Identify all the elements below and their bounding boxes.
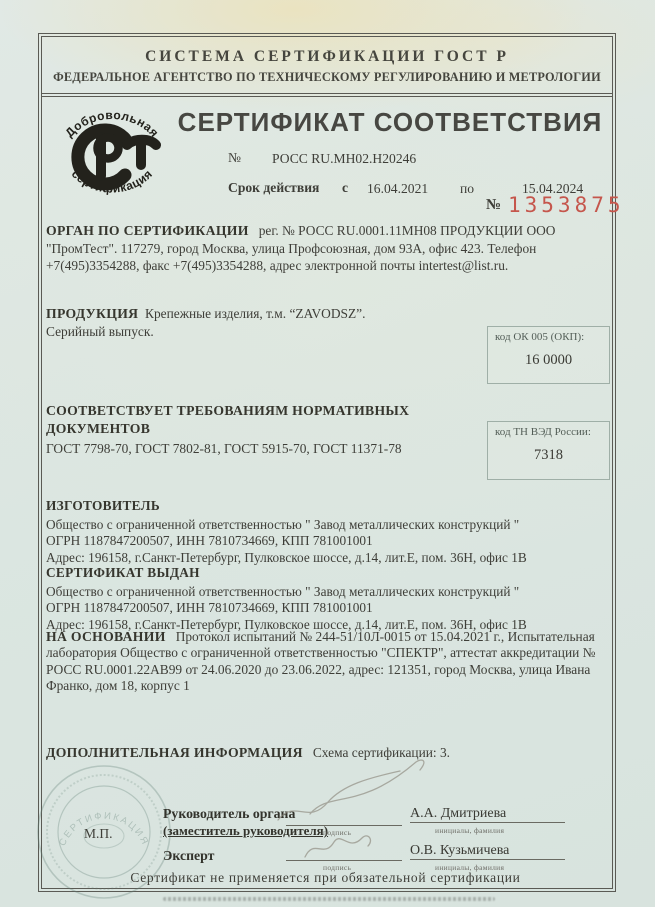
head-signature-caption: подпись — [323, 828, 352, 837]
expert-name-caption: инициалы, фамилия — [435, 863, 505, 872]
tnved-code-value: 7318 — [534, 447, 563, 463]
additional-info-label: ДОПОЛНИТЕЛЬНАЯ ИНФОРМАЦИЯ — [46, 745, 303, 760]
issued-ogrn: ОГРН 1187847200507, ИНН 7810734669, КПП 781001001 — [46, 600, 373, 616]
product-section — [46, 305, 476, 340]
okp-code-label: код ОК 005 (ОКП): — [495, 331, 585, 343]
expert-signature-stroke — [305, 836, 370, 857]
expert-role: Эксперт — [163, 848, 215, 863]
basis-section — [46, 629, 612, 695]
basis-text: Протокол испытаний № 244-51/10Л-0015 от 15.04.2021 г., Испытательная лаборатория Общество с ограниченной ответственностью "СПЕКТР", аттестат аккредитации № РОСС RU.0001.22АВ99 от 24.06.2020 до 23.06.2022, адрес: 121351, город Москва, улица Ивана Франко, дом 18, корпус 1 — [46, 629, 596, 694]
product-line-1 — [46, 305, 476, 323]
conforms-label: СООТВЕТСТВУЕТ ТРЕБОВАНИЯМ НОРМАТИВНЫХ ДОКУМЕНТОВ — [46, 403, 410, 436]
issued-section — [46, 565, 606, 633]
reg-number-value: РОСС RU.МН02.Н20246 — [272, 151, 417, 166]
product-text: Крепежные изделия, т.м. “ZAVODSZ”. — [145, 306, 366, 321]
header-band — [42, 37, 612, 97]
certification-body-label: ОРГАН ПО СЕРТИФИКАЦИИ — [46, 223, 249, 238]
manufacturer-ogrn: ОГРН 1187847200507, ИНН 7810734669, КПП 781001001 — [46, 533, 373, 549]
conforms-text: ГОСТ 7798-70, ГОСТ 7802-81, ГОСТ 5915-70, ГОСТ 11371-78 — [46, 441, 402, 457]
okp-code-value: 16 0000 — [524, 352, 573, 368]
logo-arc-bottom-text: сертификация — [68, 166, 156, 196]
head-role-line1: Руководитель органа — [163, 806, 296, 821]
head-name-caption: инициалы, фамилия — [435, 826, 505, 835]
mp-seal-placeholder: М.П. — [84, 826, 113, 841]
certification-body-section — [46, 222, 604, 275]
certification-body-text: рег. № РОСС RU.0001.11МН08 ПРОДУКЦИИ ООО "ПромТест". 117279, город Москва, улица Профсоюзная, дом 93А, офис 423. Телефон +7(495)3354288, факс +7(495)3354288, адрес электронной почты intertest@list.ru. — [46, 223, 556, 274]
expert-name: О.В. Кузьмичева — [410, 843, 565, 860]
head-signature-stroke — [278, 771, 400, 820]
product-label: ПРОДУКЦИЯ — [46, 306, 139, 321]
validity-to-date: 15.04.2024 — [522, 181, 584, 196]
validity-from-date: 16.04.2021 — [367, 181, 429, 196]
printer-imprint-microtext — [163, 897, 495, 901]
manufacturer-address: Адрес: 196158, г.Санкт-Петербург, Пулковское шоссе, д.14, лит.Е, пом. 36Н, офис 1В — [46, 549, 527, 565]
federal-agency-subtitle: ФЕДЕРАЛЬНОЕ АГЕНТСТВО ПО ТЕХНИЧЕСКОМУ РЕГУЛИРОВАНИЮ И МЕТРОЛОГИИ — [53, 70, 601, 84]
tnved-code-box — [487, 421, 610, 480]
head-name: А.А. Дмитриева — [410, 806, 565, 823]
rst-logo — [52, 103, 172, 203]
issued-label: СЕРТИФИКАТ ВЫДАН — [46, 565, 200, 580]
tnved-code-label: код ТН ВЭД России: — [495, 426, 591, 438]
basis-label: НА ОСНОВАНИИ — [46, 629, 166, 644]
certification-system-title: СИСТЕМА СЕРТИФИКАЦИИ ГОСТ Р — [145, 48, 509, 65]
form-number-sign: № — [486, 197, 502, 213]
manufacturer-company: Общество с ограниченной ответственностью " Завод металлических конструкций " — [46, 517, 520, 533]
validity-from-label: с — [342, 180, 349, 195]
form-number-value: 1353875 — [508, 193, 625, 217]
issued-address: Адрес: 196158, г.Санкт-Петербург, Пулковское шоссе, д.14, лит.Е, пом. 36Н, офис 1В — [46, 616, 527, 632]
issued-company: Общество с ограниченной ответственностью " Завод металлических конструкций " — [46, 584, 520, 600]
conforms-section — [46, 402, 476, 458]
okp-code-box — [487, 326, 610, 384]
footer-note: Сертификат не применяется при обязательной сертификации — [130, 870, 521, 885]
expert-signature-caption: подпись — [323, 863, 352, 872]
manufacturer-section — [46, 498, 606, 566]
manufacturer-label: ИЗГОТОВИТЕЛЬ — [46, 498, 160, 513]
additional-info-text: Схема сертификации: 3. — [312, 745, 451, 760]
logo-arc-top-text: Добровольная — [62, 107, 162, 141]
head-role-line2: (заместитель руководителя) — [163, 823, 329, 838]
validity-label: Срок действия — [228, 180, 320, 195]
certificate-title: СЕРТИФИКАТ СООТВЕТСТВИЯ — [177, 107, 603, 137]
stamp-arc-text: СЕРТИФИКАЦИЯ — [57, 810, 151, 848]
product-line-2: Серийный выпуск. — [46, 323, 154, 339]
rst-logo-icon — [52, 103, 172, 203]
validity-to-label: по — [460, 181, 475, 196]
reg-number-label: № — [228, 150, 241, 165]
